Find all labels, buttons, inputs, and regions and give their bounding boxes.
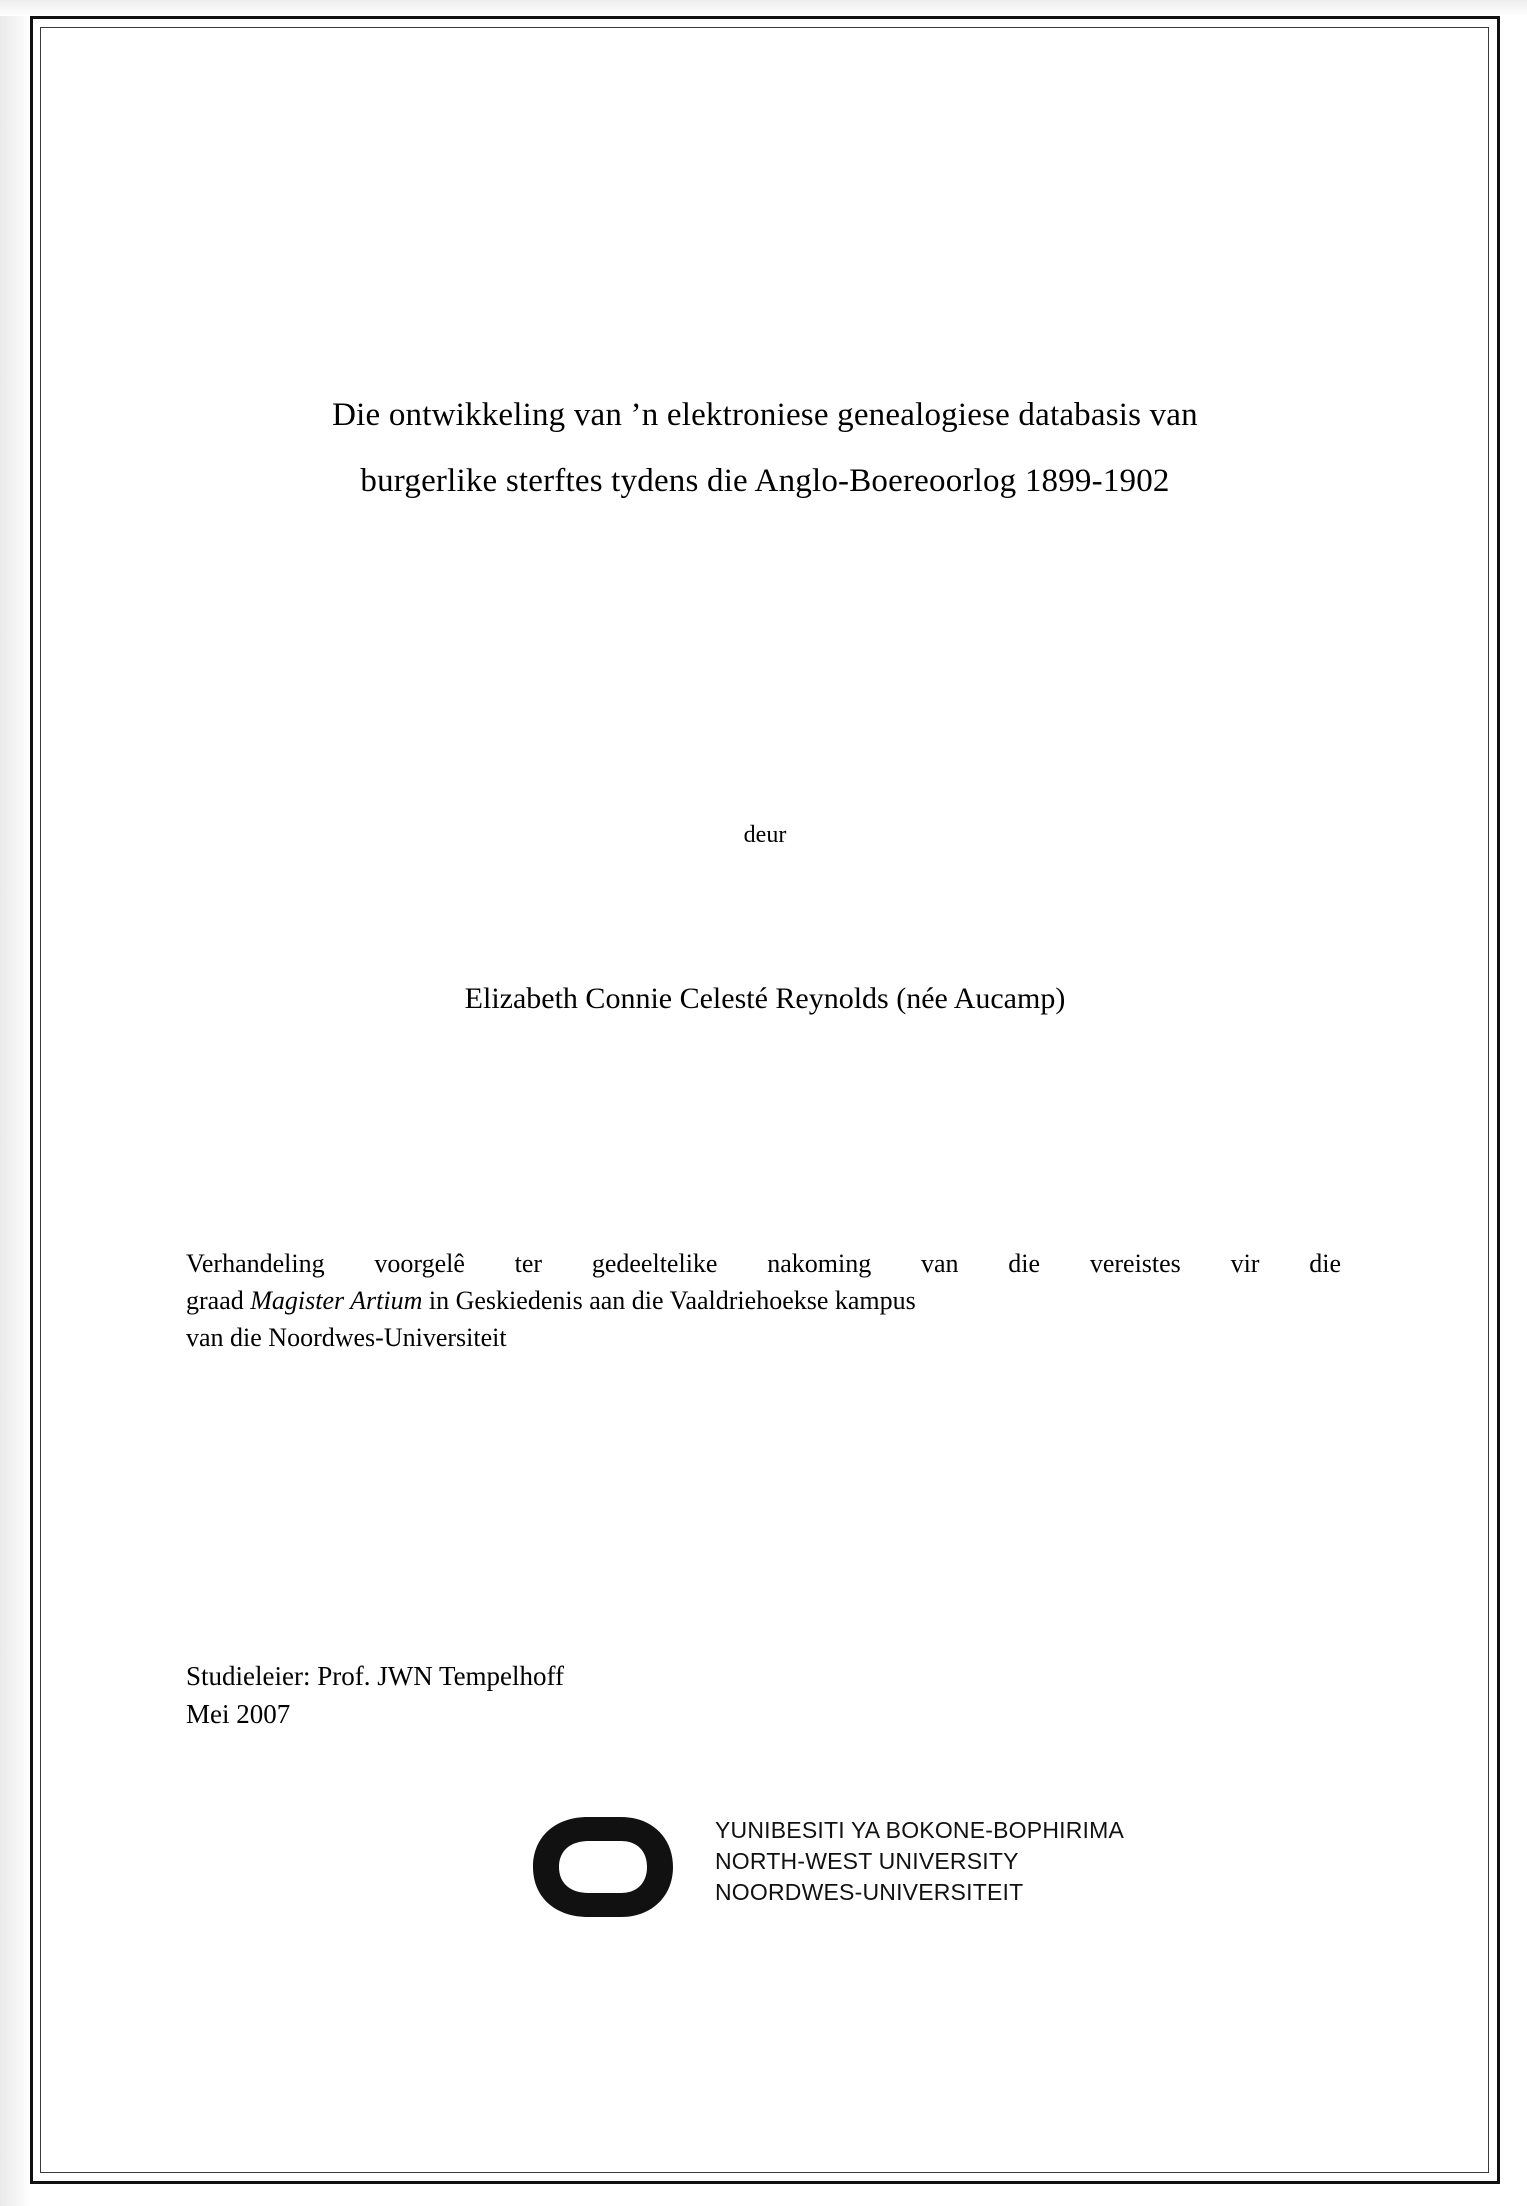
declaration-line-3: van die Noordwes-Universiteit — [186, 1323, 507, 1352]
university-logo-block — [480, 1807, 1125, 1927]
declaration-line-1: Verhandeling voorgelê ter gedeeltelike nakoming van die vereistes vir die — [186, 1249, 1341, 1278]
logo-text-line-1: YUNIBESITI YA BOKONE-BOPHIRIMA — [715, 1817, 1125, 1843]
supervisor-line: Studieleier: Prof. JWN Tempelhoff — [186, 1661, 565, 1691]
page-title — [185, 382, 1345, 514]
degree-declaration — [186, 1245, 1341, 1356]
degree-name: Magister Artium — [250, 1286, 423, 1315]
title-line-2: burgerlike sterftes tydens die Anglo-Boereoorlog 1899-1902 — [360, 463, 1170, 499]
declaration-line-2 — [186, 1282, 1341, 1319]
university-logo-text — [715, 1815, 1124, 1908]
supervisor-and-date — [186, 1657, 1086, 1733]
by-label: deur — [743, 822, 787, 848]
scan-edge-shading-top — [0, 0, 1527, 16]
declaration-line-2-prefix: graad — [186, 1286, 251, 1315]
title-page-content — [150, 27, 1380, 2173]
logo-text-line-3: NOORDWES-UNIVERSITEIT — [715, 1879, 1024, 1905]
scan-edge-shading-left — [0, 0, 30, 2206]
author-name: Elizabeth Connie Celesté Reynolds (née Aucamp) — [464, 982, 1066, 1015]
logo-text-line-2: NORTH-WEST UNIVERSITY — [715, 1848, 1019, 1874]
declaration-line-2-suffix: in Geskiedenis aan die Vaaldriehoekse kampus — [422, 1286, 916, 1315]
north-west-university-logo-icon — [525, 1813, 685, 1921]
title-line-1: Die ontwikkeling van ’n elektroniese genealogiese databasis van — [332, 397, 1198, 433]
date-line: Mei 2007 — [186, 1699, 291, 1729]
